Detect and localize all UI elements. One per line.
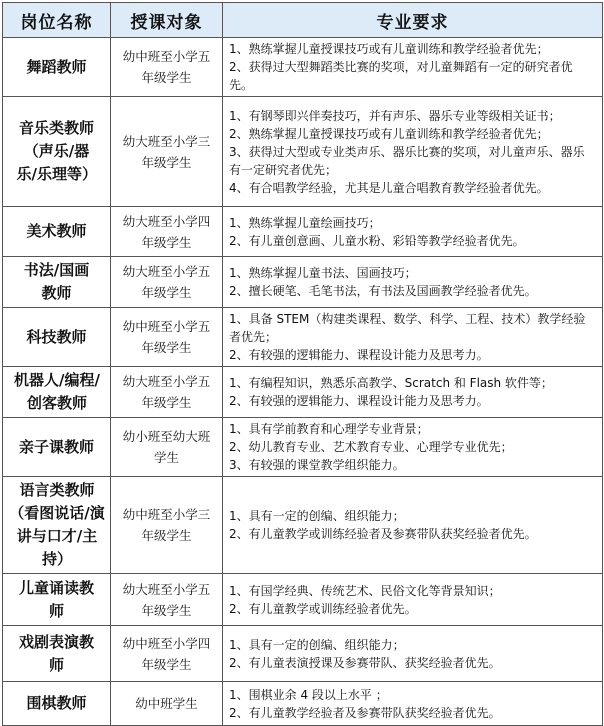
- table-row: [3, 308, 603, 367]
- target-cell: [111, 207, 223, 257]
- requirement-item: 2、熟练掌握儿童授课技巧或有儿童训练和教学经验者优先；: [229, 126, 549, 141]
- target-cell: [111, 257, 223, 308]
- requirements-cell: [223, 477, 603, 574]
- requirement-item: 3、有较强的课堂教学组织能力。: [229, 458, 405, 472]
- target-cell: [111, 97, 223, 207]
- target-cell: [111, 574, 223, 626]
- table-row: [3, 367, 603, 418]
- table-row: [3, 626, 603, 682]
- requirement-item: 1、熟练掌握儿童书法、国画技巧；: [229, 266, 417, 280]
- requirement-item: 2、有儿童创意画、儿童水粉、彩铅等教学经验者优先。: [229, 233, 525, 248]
- requirement-item: 1、围棋业余 4 段以上水平 ；: [229, 687, 388, 702]
- table-row: [3, 207, 603, 257]
- target-text: 幼大班至小学四年级学生: [122, 213, 211, 250]
- table-body: [3, 38, 603, 726]
- requirement-item: 2、有儿童教学或训练经验者及参赛带队获奖经验者优先。: [229, 527, 537, 541]
- requirement-item: 1、具有学前教育和心理学专业背景；: [229, 422, 429, 436]
- requirement-item: 1、有国学经典、传统艺术、民俗文化等背景知识；: [229, 583, 501, 598]
- target-text: 幼小班至幼大班学生: [122, 429, 211, 465]
- position-name: 舞蹈教师: [26, 57, 87, 76]
- position-cell: [3, 574, 111, 626]
- position-cell: [3, 418, 111, 477]
- position-name: 机器人/编程/创客教师: [14, 371, 100, 412]
- requirement-item: 4、有合唱教学经验，尤其是儿童合唱教育教学经验者优先。: [229, 180, 549, 195]
- target-text: 幼大班至小学五年级学生: [122, 581, 211, 618]
- requirement-item: 2、有较强的逻辑能力、课程设计能力及思考力。: [229, 348, 489, 362]
- target-cell: [111, 308, 223, 367]
- table-row: [3, 97, 603, 207]
- recruitment-table: [2, 2, 603, 726]
- position-cell: [3, 367, 111, 418]
- position-name: 音乐类教师（声乐/器乐/乐理等）: [16, 119, 97, 183]
- target-text: 幼中班至小学三年级学生: [122, 507, 211, 543]
- requirement-item: 1、具有一定的创编、组织能力；: [229, 637, 405, 652]
- target-text: 幼大班至小学五年级学生: [122, 374, 211, 410]
- position-cell: [3, 97, 111, 207]
- target-text: 幼中班至小学四年级学生: [122, 635, 211, 672]
- position-name: 儿童诵读教师: [18, 578, 94, 620]
- requirements-cell: [223, 626, 603, 682]
- table-row: [3, 682, 603, 726]
- requirements-cell: [223, 308, 603, 367]
- table-header-row: [3, 3, 603, 38]
- target-cell: [111, 477, 223, 574]
- position-cell: [3, 257, 111, 308]
- table-row: [3, 418, 603, 477]
- requirement-item: 2、有较强的逻辑能力、课程设计能力及思考力。: [229, 394, 489, 408]
- requirement-item: 1、有钢琴即兴伴奏技巧，并有声乐、器乐专业等级相关证书；: [229, 108, 561, 123]
- position-cell: [3, 38, 111, 97]
- header-requirements: 专业要求: [223, 3, 603, 38]
- table-row: [3, 574, 603, 626]
- target-text: 幼中班至小学五年级学生: [122, 49, 211, 85]
- table-row: [3, 38, 603, 97]
- position-cell: [3, 477, 111, 574]
- position-cell: [3, 626, 111, 682]
- header-position: 岗位名称: [3, 3, 111, 38]
- table-row: [3, 477, 603, 574]
- target-text: 幼大班至小学五年级学生: [122, 264, 211, 300]
- recruitment-table-container: [2, 2, 602, 726]
- requirements-cell: [223, 418, 603, 477]
- requirements-cell: [223, 207, 603, 257]
- requirement-item: 3、获得过大型或专业类声乐、器乐比赛的奖项，对儿童声乐、器乐有一定研究者优先；: [229, 144, 585, 177]
- requirement-item: 2、获得过大型舞蹈类比赛的奖项，对儿童舞蹈有一定的研究者优先。: [229, 60, 573, 92]
- position-cell: [3, 682, 111, 726]
- requirement-item: 2、擅长硬笔、毛笔书法，有书法及国画教学经验者优先。: [229, 284, 537, 298]
- requirements-cell: [223, 257, 603, 308]
- position-name: 语言类教师（看图说话/演讲与口才/主持）: [9, 481, 105, 568]
- requirement-item: 2、有儿童教学经验者及参赛带队获奖经验者优先。: [229, 705, 501, 720]
- requirements-cell: [223, 367, 603, 418]
- requirement-item: 2、幼儿教育专业、艺术教育专业、心理学专业优先；: [229, 440, 513, 454]
- header-target: 授课对象: [111, 3, 223, 38]
- requirements-cell: [223, 682, 603, 726]
- target-cell: [111, 418, 223, 477]
- position-name: 书法/国画教师: [23, 261, 90, 302]
- requirement-item: 2、有儿童教学或训练经验者优先。: [229, 601, 417, 616]
- target-cell: [111, 38, 223, 97]
- target-cell: [111, 626, 223, 682]
- position-cell: [3, 207, 111, 257]
- table-row: [3, 257, 603, 308]
- requirements-cell: [223, 97, 603, 207]
- position-name: 科技教师: [26, 327, 87, 346]
- target-text: 幼中班学生: [135, 696, 198, 711]
- requirements-cell: [223, 38, 603, 97]
- position-name: 围棋教师: [26, 694, 87, 712]
- requirement-item: 1、有编程知识，熟悉乐高教学、Scratch 和 Flash 软件等；: [229, 376, 553, 390]
- position-name: 美术教师: [26, 222, 87, 240]
- target-text: 幼中班至小学五年级学生: [122, 319, 211, 355]
- position-name: 亲子课教师: [18, 437, 94, 456]
- target-cell: [111, 682, 223, 726]
- target-text: 幼大班至小学三年级学生: [122, 133, 211, 170]
- requirement-item: 1、具有一定的创编、组织能力；: [229, 509, 405, 523]
- target-cell: [111, 367, 223, 418]
- requirement-item: 1、具备 STEM（构建类课程、数学、科学、工程、技术）教学经验者优先；: [229, 312, 586, 344]
- requirement-item: 1、熟练掌握儿童绘画技巧；: [229, 215, 381, 230]
- requirement-item: 1、熟练掌握儿童授课技巧或有儿童训练和教学经验者优先；: [229, 42, 549, 56]
- requirements-cell: [223, 574, 603, 626]
- position-cell: [3, 308, 111, 367]
- requirement-item: 2、有儿童表演授课及参赛带队、获奖经验者优先。: [229, 655, 501, 670]
- position-name: 戏剧表演教师: [18, 632, 94, 674]
